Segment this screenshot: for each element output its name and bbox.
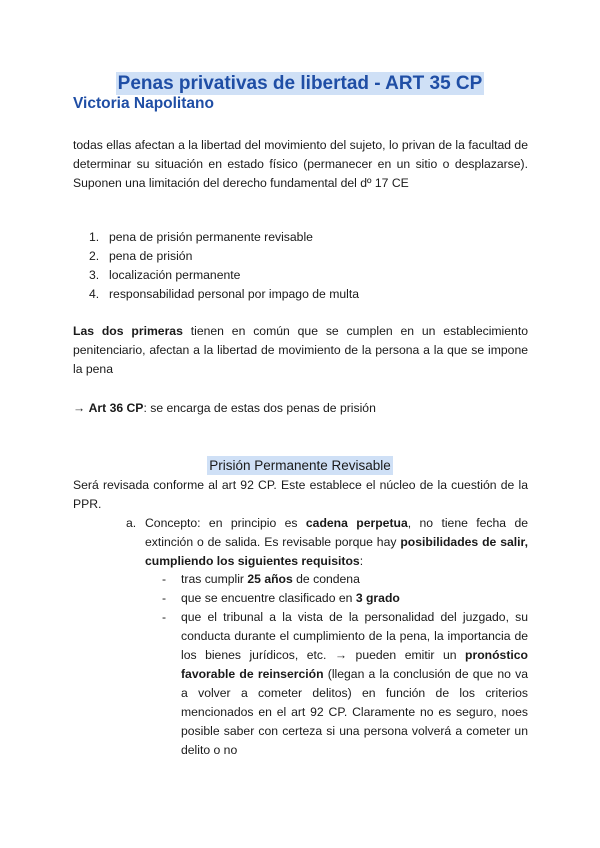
requirement-text: que el tribunal a la vista de la personalidad del juzgado, su conducta durante el cumplimiento de la pena, la importancia de los bienes jurídicos, etc. → pueden emitir un [181,610,528,662]
bold-phrase: pronóstico favorable de reinserción [181,648,528,681]
list-number: 4. [89,287,100,301]
document-title: Penas privativas de libertad - ART 35 CP [117,73,483,94]
first-two-paragraph [73,322,528,379]
concept-text-part: Concepto: en principio es [145,516,306,530]
bold-phrase: 3 grado [355,591,400,605]
paragraph-text: tienen en común que se cumplen en un establecimiento penitenciario, afectan a la libertad de movimiento de la persona a la que se impone la pena [73,324,528,376]
concept-item [126,514,528,571]
title-container [0,72,600,95]
list-item-text: pena de prisión [109,249,193,263]
list-number: 3. [89,268,100,282]
list-item [89,285,359,304]
section-intro: Será revisada conforme al art 92 CP. Este establece el núcleo de la cuestión de la PPR. [73,478,528,511]
dash-marker: - [162,591,167,605]
penalties-list [89,228,359,304]
list-marker: a. [126,516,137,530]
concept-text [145,514,528,571]
dash-marker: - [162,610,167,624]
list-number: 2. [89,249,100,263]
requirement-text: que se encuentre clasificado en [181,591,356,605]
list-item-text: pena de prisión permanente revisable [109,230,313,244]
requirement-text: (llegan a la conclusión de que no va a volver a cometer delitos) en función de los criterios mencionados en el art 92 CP. Claramente no es seguro, noes posible saber con certeza si una persona volverá a cometer un delito o no [181,667,528,757]
art36-line [73,399,376,418]
arrow-glyph: → [73,401,89,415]
list-item [162,608,528,760]
art36-text: : se encarga de estas dos penas de prisión [143,401,376,415]
bold-phrase: posibilidades de salir, cumpliendo los siguientes requisitos [145,535,528,568]
requirements-list [162,570,528,760]
requirement-text: de condena [292,572,360,586]
bold-phrase: 25 años [247,572,293,586]
dash-marker: - [162,572,167,586]
list-item [162,589,528,608]
section-heading: Prisión Permanente Revisable [209,458,391,473]
article-reference: Art 36 CP [88,401,144,415]
section-heading-container [0,456,600,475]
list-item-text: responsabilidad personal por impago de multa [109,287,359,301]
concept-text-part: : [359,554,364,568]
bold-phrase: cadena perpetua [305,516,408,530]
list-item [89,266,359,285]
intro-paragraph: todas ellas afectan a la libertad del movimiento del sujeto, lo privan de la facultad de determinar su situación en estado físico (permanecer en un sitio o desplazarse). Suponen una limitación del derecho fundamental del dº 17 CE [73,138,528,190]
list-item [162,570,528,589]
bold-phrase: Las dos primeras [73,324,183,338]
author-name: Victoria Napolitano [73,95,214,112]
list-item [89,247,359,266]
concept-text-part: , no tiene fecha de extinción o de salida. Es revisable porque hay [145,516,529,549]
requirement-text: tras cumplir [181,572,248,586]
list-item-text: localización permanente [109,268,241,282]
list-number: 1. [89,230,100,244]
list-item [89,228,359,247]
